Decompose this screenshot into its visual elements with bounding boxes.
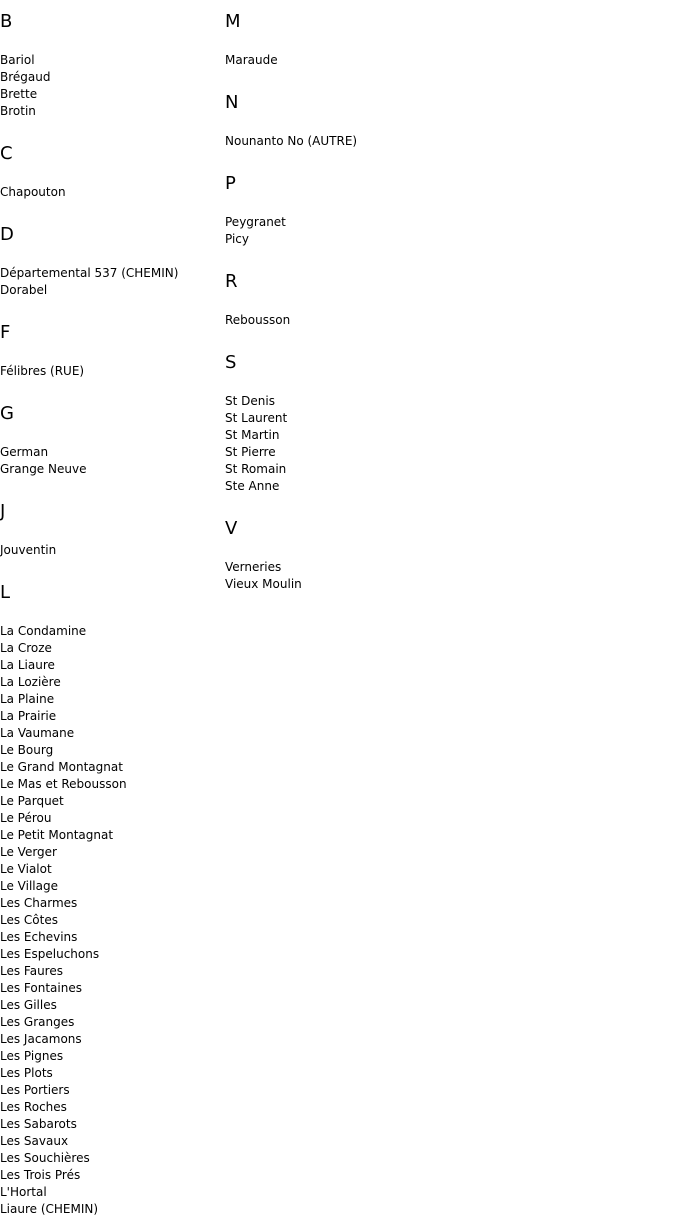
street-link[interactable]: Vieux Moulin (225, 577, 302, 591)
list-item (0, 963, 220, 980)
street-link[interactable]: Brette (0, 87, 38, 101)
list-item (0, 1150, 220, 1167)
list-item (0, 640, 220, 657)
list-item (225, 559, 665, 576)
street-list (0, 52, 220, 120)
list-item (225, 576, 665, 593)
list-item (225, 312, 665, 329)
list-item (225, 478, 665, 495)
street-link[interactable]: Le Vialot (0, 862, 52, 876)
list-item (0, 1184, 220, 1201)
street-link[interactable]: La Liaure (0, 658, 55, 672)
list-item (0, 1031, 220, 1048)
street-link[interactable]: Maraude (225, 53, 278, 67)
street-link[interactable]: Les Fontaines (0, 981, 82, 995)
street-index-column-left (0, 0, 220, 1218)
letter-heading: B (0, 11, 13, 32)
street-link[interactable]: Les Faures (0, 964, 63, 978)
letter-group-b (0, 11, 220, 120)
list-item (0, 657, 220, 674)
list-item (0, 776, 220, 793)
street-link[interactable]: Ste Anne (225, 479, 280, 493)
street-list (0, 444, 220, 478)
street-link[interactable]: Les Plots (0, 1066, 53, 1080)
list-item (0, 103, 220, 120)
letter-heading: S (225, 352, 237, 373)
street-link[interactable]: Les Savaux (0, 1134, 69, 1148)
street-link[interactable]: Les Côtes (0, 913, 58, 927)
street-list (225, 214, 665, 248)
letter-heading: F (0, 322, 11, 343)
letter-heading: D (0, 224, 14, 245)
list-item (0, 980, 220, 997)
list-item (0, 793, 220, 810)
street-link[interactable]: Grange Neuve (0, 462, 87, 476)
street-list (0, 363, 220, 380)
street-list (225, 312, 665, 329)
list-item (0, 878, 220, 895)
list-item (225, 133, 665, 150)
list-item (225, 393, 665, 410)
street-link[interactable]: Les Gilles (0, 998, 57, 1012)
street-link[interactable]: Les Trois Prés (0, 1168, 81, 1182)
street-link[interactable]: Chapouton (0, 185, 66, 199)
street-link[interactable]: Les Echevins (0, 930, 78, 944)
street-link[interactable]: Le Pérou (0, 811, 52, 825)
letter-heading: J (0, 501, 6, 522)
street-link[interactable]: Les Granges (0, 1015, 75, 1029)
list-item (225, 427, 665, 444)
list-item (0, 708, 220, 725)
list-item (0, 52, 220, 69)
list-item (0, 895, 220, 912)
list-item (225, 214, 665, 231)
street-list (0, 184, 220, 201)
letter-heading: V (225, 518, 238, 539)
letter-heading: L (0, 582, 11, 603)
letter-heading: M (225, 11, 241, 32)
street-link[interactable]: Jouventin (0, 543, 57, 557)
list-item (0, 1116, 220, 1133)
list-item (0, 363, 220, 380)
street-link[interactable]: La Plaine (0, 692, 55, 706)
list-item (0, 444, 220, 461)
street-link[interactable]: Le Grand Montagnat (0, 760, 123, 774)
street-list (0, 542, 220, 559)
list-item (0, 912, 220, 929)
street-link[interactable]: La Croze (0, 641, 52, 655)
list-item (0, 69, 220, 86)
street-list (0, 623, 220, 1218)
street-link[interactable]: La Vaumane (0, 726, 75, 740)
list-item (0, 742, 220, 759)
list-item (0, 929, 220, 946)
list-item (0, 1099, 220, 1116)
list-item (0, 759, 220, 776)
list-item (225, 410, 665, 427)
list-item (0, 861, 220, 878)
street-link[interactable]: Nounanto No (AUTRE) (225, 134, 358, 148)
street-link[interactable]: Les Sabarots (0, 1117, 77, 1131)
street-list (225, 133, 665, 150)
letter-group-r (225, 271, 665, 329)
street-link[interactable]: Brégaud (0, 70, 51, 84)
list-item (0, 184, 220, 201)
letter-heading: G (0, 403, 14, 424)
street-list (225, 559, 665, 593)
letter-group-d (0, 224, 220, 299)
list-item (0, 542, 220, 559)
list-item (0, 86, 220, 103)
street-link[interactable]: Le Parquet (0, 794, 64, 808)
street-link[interactable]: Les Roches (0, 1100, 67, 1114)
street-link[interactable]: Le Mas et Rebousson (0, 777, 127, 791)
street-link[interactable]: L'Hortal (0, 1185, 47, 1199)
street-link[interactable]: Liaure (CHEMIN) (0, 1202, 99, 1216)
list-item (225, 444, 665, 461)
list-item (0, 1048, 220, 1065)
street-link[interactable]: Les Portiers (0, 1083, 70, 1097)
letter-heading: P (225, 173, 236, 194)
list-item (0, 674, 220, 691)
street-link[interactable]: St Martin (225, 428, 280, 442)
list-item (0, 1201, 220, 1218)
street-link[interactable]: Bariol (0, 53, 35, 67)
letter-group-m (225, 11, 665, 69)
list-item (0, 1065, 220, 1082)
street-link[interactable]: German (0, 445, 49, 459)
street-link[interactable]: Les Espeluchons (0, 947, 100, 961)
list-item (0, 461, 220, 478)
letter-group-v (225, 518, 665, 593)
street-index-column-right (225, 0, 665, 593)
street-link[interactable]: Départemental 537 (CHEMIN) (0, 266, 179, 280)
list-item (0, 1082, 220, 1099)
letter-group-f (0, 322, 220, 380)
letter-heading: N (225, 92, 239, 113)
letter-group-p (225, 173, 665, 248)
street-link[interactable]: Le Village (0, 879, 58, 893)
letter-group-l (0, 582, 220, 1218)
street-link[interactable]: Le Verger (0, 845, 57, 859)
street-link[interactable]: St Romain (225, 462, 287, 476)
list-item (0, 827, 220, 844)
street-list (225, 393, 665, 495)
list-item (225, 52, 665, 69)
street-link[interactable]: Rebousson (225, 313, 291, 327)
street-link[interactable]: Félibres (RUE) (0, 364, 85, 378)
letter-heading: C (0, 143, 13, 164)
street-link[interactable]: La Condamine (0, 624, 87, 638)
list-item (0, 265, 220, 282)
street-link[interactable]: Le Petit Montagnat (0, 828, 114, 842)
list-item (0, 691, 220, 708)
list-item (225, 231, 665, 248)
list-item (0, 1014, 220, 1031)
list-item (0, 997, 220, 1014)
street-link[interactable]: St Denis (225, 394, 275, 408)
list-item (0, 844, 220, 861)
list-item (0, 810, 220, 827)
letter-group-c (0, 143, 220, 201)
street-link[interactable]: Brotin (0, 104, 36, 118)
letter-group-n (225, 92, 665, 150)
list-item (0, 946, 220, 963)
list-item (0, 1133, 220, 1150)
street-link[interactable]: La Prairie (0, 709, 57, 723)
street-list (0, 265, 220, 299)
street-link[interactable]: Les Souchières (0, 1151, 90, 1165)
street-link[interactable]: Dorabel (0, 283, 48, 297)
letter-heading: R (225, 271, 238, 292)
street-link[interactable]: Verneries (225, 560, 282, 574)
list-item (0, 282, 220, 299)
street-link[interactable]: Les Jacamons (0, 1032, 82, 1046)
letter-group-g (0, 403, 220, 478)
street-link[interactable]: Picy (225, 232, 250, 246)
street-link[interactable]: Les Charmes (0, 896, 78, 910)
letter-group-j (0, 501, 220, 559)
street-list (225, 52, 665, 69)
list-item (0, 623, 220, 640)
list-item (0, 725, 220, 742)
street-link[interactable]: St Pierre (225, 445, 276, 459)
street-link[interactable]: La Lozière (0, 675, 61, 689)
street-link[interactable]: Le Bourg (0, 743, 54, 757)
letter-group-s (225, 352, 665, 495)
list-item (225, 461, 665, 478)
street-link[interactable]: Les Pignes (0, 1049, 64, 1063)
street-link[interactable]: St Laurent (225, 411, 288, 425)
street-link[interactable]: Peygranet (225, 215, 286, 229)
